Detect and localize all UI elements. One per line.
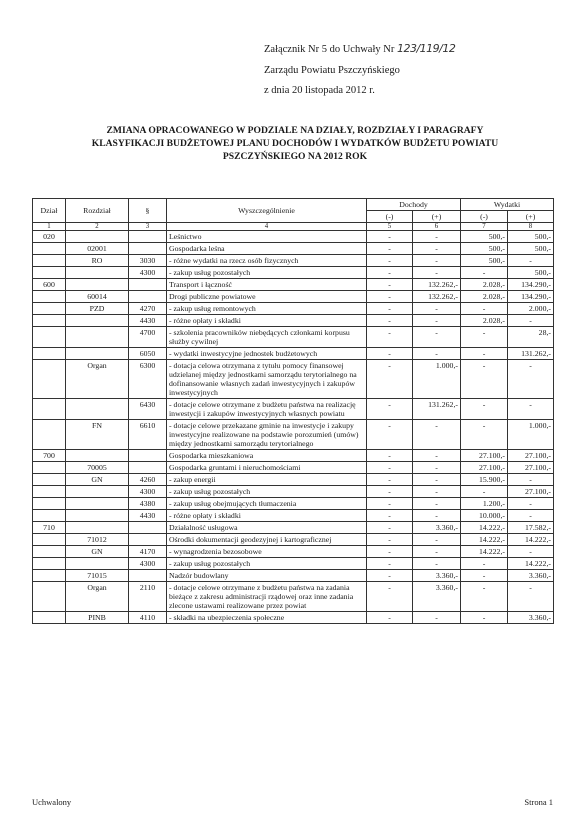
- cell-rozdzial: RO: [66, 255, 129, 267]
- cell-description: - zakup energii: [167, 474, 367, 486]
- cell-dochody-minus: -: [367, 279, 413, 291]
- cell-dzial: [33, 303, 66, 315]
- table-row: [33, 267, 554, 279]
- cell-dochody-plus: -: [413, 486, 461, 498]
- cell-paragraf: 4110: [129, 612, 167, 624]
- cell-wydatki-plus: 134.290,-: [508, 279, 554, 291]
- footer-status: Uchwalony: [32, 797, 72, 807]
- colnum: 5: [367, 223, 413, 231]
- cell-dochody-minus: -: [367, 255, 413, 267]
- cell-paragraf: 4170: [129, 546, 167, 558]
- cell-dzial: [33, 255, 66, 267]
- cell-dzial: 020: [33, 231, 66, 243]
- cell-dochody-plus: -: [413, 243, 461, 255]
- cell-wydatki-plus: -: [508, 582, 554, 612]
- table-row: [33, 570, 554, 582]
- cell-dochody-plus: -: [413, 420, 461, 450]
- cell-rozdzial: [66, 486, 129, 498]
- cell-dochody-minus: -: [367, 231, 413, 243]
- cell-wydatki-plus: -: [508, 360, 554, 399]
- table-row: [33, 243, 554, 255]
- cell-rozdzial: GN: [66, 474, 129, 486]
- cell-wydatki-minus: 15.900,-: [461, 474, 508, 486]
- cell-dochody-plus: -: [413, 255, 461, 267]
- cell-dochody-plus: -: [413, 315, 461, 327]
- cell-dochody-minus: -: [367, 360, 413, 399]
- cell-dochody-plus: -: [413, 558, 461, 570]
- cell-paragraf: [129, 279, 167, 291]
- cell-description: Gospodarka leśna: [167, 243, 367, 255]
- cell-wydatki-plus: 27.100,-: [508, 486, 554, 498]
- cell-wydatki-plus: 1.000,-: [508, 420, 554, 450]
- cell-dochody-plus: 132.262,-: [413, 291, 461, 303]
- cell-description: - wydatki inwestycyjne jednostek budżetowych: [167, 348, 367, 360]
- cell-dzial: [33, 243, 66, 255]
- table-row: [33, 231, 554, 243]
- cell-paragraf: 4700: [129, 327, 167, 348]
- table-row: [33, 534, 554, 546]
- col-header-dzial: Dział: [33, 199, 66, 223]
- cell-dochody-minus: -: [367, 558, 413, 570]
- cell-dochody-plus: -: [413, 546, 461, 558]
- cell-dochody-minus: -: [367, 582, 413, 612]
- cell-rozdzial: Organ: [66, 360, 129, 399]
- cell-description: Drogi publiczne powiatowe: [167, 291, 367, 303]
- cell-wydatki-plus: 17.582,-: [508, 522, 554, 534]
- cell-wydatki-plus: 131.262,-: [508, 348, 554, 360]
- cell-wydatki-plus: -: [508, 255, 554, 267]
- cell-wydatki-minus: -: [461, 360, 508, 399]
- cell-paragraf: 4260: [129, 474, 167, 486]
- cell-dzial: 600: [33, 279, 66, 291]
- table-row: [33, 486, 554, 498]
- cell-dzial: [33, 420, 66, 450]
- colnum: 6: [413, 223, 461, 231]
- cell-rozdzial: 71012: [66, 534, 129, 546]
- title-line-3: PSZCZYŃSKIEGO NA 2012 ROK: [222, 151, 368, 162]
- cell-dochody-minus: -: [367, 420, 413, 450]
- cell-wydatki-minus: 14.222,-: [461, 522, 508, 534]
- cell-dzial: [33, 462, 66, 474]
- cell-paragraf: 2110: [129, 582, 167, 612]
- cell-dochody-minus: -: [367, 303, 413, 315]
- cell-wydatki-minus: 500,-: [461, 255, 508, 267]
- table-row: [33, 582, 554, 612]
- col-header-wyszczegolnienie: Wyszczególnienie: [167, 199, 367, 223]
- cell-dochody-plus: -: [413, 534, 461, 546]
- table-row: [33, 612, 554, 624]
- col-header-wydatki-minus: (-): [461, 211, 508, 223]
- cell-wydatki-plus: 134.290,-: [508, 291, 554, 303]
- cell-dochody-plus: 1.000,-: [413, 360, 461, 399]
- cell-dzial: [33, 327, 66, 348]
- cell-dochody-plus: -: [413, 267, 461, 279]
- cell-dzial: [33, 291, 66, 303]
- cell-wydatki-minus: 14.222,-: [461, 546, 508, 558]
- cell-paragraf: 6050: [129, 348, 167, 360]
- cell-wydatki-minus: 10.000,-: [461, 510, 508, 522]
- cell-dochody-plus: -: [413, 231, 461, 243]
- title-line-2: KLASYFIKACJI BUDŻETOWEJ PLANU DOCHODÓW I WYDATKÓW BUDŻETU POWIATU: [91, 138, 499, 149]
- cell-dochody-minus: -: [367, 546, 413, 558]
- cell-description: - zakup usług obejmujących tłumaczenia: [167, 498, 367, 510]
- cell-wydatki-plus: 14.222,-: [508, 534, 554, 546]
- cell-dochody-plus: -: [413, 348, 461, 360]
- table-row: [33, 546, 554, 558]
- cell-rozdzial: GN: [66, 546, 129, 558]
- cell-wydatki-plus: -: [508, 498, 554, 510]
- cell-rozdzial: [66, 510, 129, 522]
- table-row: [33, 360, 554, 399]
- col-header-paragraf: §: [129, 199, 167, 223]
- document-title: [40, 124, 550, 163]
- cell-dochody-minus: -: [367, 450, 413, 462]
- cell-dochody-minus: -: [367, 612, 413, 624]
- column-number-row: [33, 223, 554, 231]
- cell-description: - dotacje celowe otrzymane z budżetu państwa na realizację inwestycji i zakupów inwestycyjnych własnych powiatu: [167, 399, 367, 420]
- cell-wydatki-plus: 28,-: [508, 327, 554, 348]
- cell-wydatki-minus: 1.200,-: [461, 498, 508, 510]
- cell-dochody-minus: -: [367, 291, 413, 303]
- cell-description: Nadzór budowlany: [167, 570, 367, 582]
- cell-rozdzial: 60014: [66, 291, 129, 303]
- budget-table: [32, 198, 554, 624]
- cell-dochody-plus: -: [413, 474, 461, 486]
- cell-paragraf: 6300: [129, 360, 167, 399]
- cell-rozdzial: [66, 498, 129, 510]
- cell-paragraf: 4430: [129, 315, 167, 327]
- cell-rozdzial: 70005: [66, 462, 129, 474]
- cell-description: Ośrodki dokumentacji geodezyjnej i kartograficznej: [167, 534, 367, 546]
- col-header-wydatki: Wydatki: [461, 199, 554, 211]
- cell-description: - zakup usług pozostałych: [167, 558, 367, 570]
- table-row: [33, 498, 554, 510]
- cell-dzial: [33, 474, 66, 486]
- cell-wydatki-minus: -: [461, 582, 508, 612]
- cell-paragraf: [129, 570, 167, 582]
- header-line-2: Zarządu Powiatu Pszczyńskiego: [264, 65, 400, 76]
- cell-description: Transport i łączność: [167, 279, 367, 291]
- cell-rozdzial: [66, 231, 129, 243]
- cell-dochody-plus: 3.360,-: [413, 582, 461, 612]
- cell-dochody-plus: -: [413, 612, 461, 624]
- cell-rozdzial: PZD: [66, 303, 129, 315]
- cell-description: - różne opłaty i składki: [167, 315, 367, 327]
- cell-paragraf: [129, 462, 167, 474]
- cell-wydatki-plus: -: [508, 315, 554, 327]
- col-header-rozdzial: Rozdział: [66, 199, 129, 223]
- header-resolution-label: Załącznik Nr 5 do Uchwały Nr: [264, 44, 395, 55]
- cell-dzial: [33, 582, 66, 612]
- cell-paragraf: [129, 450, 167, 462]
- cell-wydatki-minus: -: [461, 420, 508, 450]
- cell-rozdzial: [66, 558, 129, 570]
- colnum: 2: [66, 223, 129, 231]
- footer-page-number: Strona 1: [524, 797, 553, 807]
- colnum: 4: [167, 223, 367, 231]
- header-line-1: [264, 43, 455, 56]
- cell-rozdzial: [66, 327, 129, 348]
- cell-rozdzial: [66, 279, 129, 291]
- cell-dzial: 710: [33, 522, 66, 534]
- cell-wydatki-minus: 14.222,-: [461, 534, 508, 546]
- cell-description: - różne opłaty i składki: [167, 510, 367, 522]
- cell-wydatki-minus: 500,-: [461, 231, 508, 243]
- cell-description: - składki na ubezpieczenia społeczne: [167, 612, 367, 624]
- table-row: [33, 474, 554, 486]
- col-header-dochody-minus: (-): [367, 211, 413, 223]
- cell-wydatki-plus: -: [508, 546, 554, 558]
- cell-paragraf: [129, 243, 167, 255]
- table-row: [33, 510, 554, 522]
- colnum: 7: [461, 223, 508, 231]
- cell-dzial: [33, 558, 66, 570]
- table-row: [33, 291, 554, 303]
- cell-rozdzial: [66, 399, 129, 420]
- cell-paragraf: [129, 231, 167, 243]
- cell-dochody-minus: -: [367, 315, 413, 327]
- colnum: 3: [129, 223, 167, 231]
- cell-wydatki-plus: 500,-: [508, 267, 554, 279]
- cell-wydatki-minus: -: [461, 486, 508, 498]
- cell-dzial: [33, 612, 66, 624]
- cell-dochody-plus: -: [413, 462, 461, 474]
- cell-dzial: [33, 534, 66, 546]
- cell-wydatki-plus: 500,-: [508, 243, 554, 255]
- cell-paragraf: 4430: [129, 510, 167, 522]
- cell-description: - szkolenia pracowników niebędących członkami korpusu służby cywilnej: [167, 327, 367, 348]
- cell-dochody-plus: -: [413, 327, 461, 348]
- cell-dzial: [33, 546, 66, 558]
- cell-paragraf: 4300: [129, 267, 167, 279]
- cell-description: - dotacja celowa otrzymana z tytułu pomocy finansowej udzielanej między jednostkami samorządu terytorialnego na dofinansowanie własnych zadań inwestycyjnych i zakupów inwestycyjnych: [167, 360, 367, 399]
- cell-wydatki-plus: 2.000,-: [508, 303, 554, 315]
- table-row: [33, 558, 554, 570]
- cell-dochody-minus: -: [367, 348, 413, 360]
- cell-wydatki-plus: 14.222,-: [508, 558, 554, 570]
- cell-dochody-plus: 3.360,-: [413, 570, 461, 582]
- cell-wydatki-plus: 500,-: [508, 231, 554, 243]
- table-row: [33, 327, 554, 348]
- cell-rozdzial: [66, 348, 129, 360]
- col-header-dochody: Dochody: [367, 199, 461, 211]
- cell-description: Gospodarka gruntami i nieruchomościami: [167, 462, 367, 474]
- cell-wydatki-minus: -: [461, 267, 508, 279]
- cell-dzial: [33, 360, 66, 399]
- cell-description: Leśnictwo: [167, 231, 367, 243]
- cell-rozdzial: Organ: [66, 582, 129, 612]
- cell-description: - zakup usług remontowych: [167, 303, 367, 315]
- cell-paragraf: 4300: [129, 486, 167, 498]
- cell-wydatki-plus: 27.100,-: [508, 462, 554, 474]
- cell-rozdzial: PINB: [66, 612, 129, 624]
- table-row: [33, 450, 554, 462]
- cell-dochody-minus: -: [367, 570, 413, 582]
- cell-dzial: [33, 498, 66, 510]
- cell-dochody-plus: -: [413, 450, 461, 462]
- cell-dochody-plus: 131.262,-: [413, 399, 461, 420]
- colnum: 8: [508, 223, 554, 231]
- cell-wydatki-plus: 3.360,-: [508, 612, 554, 624]
- cell-wydatki-plus: -: [508, 510, 554, 522]
- cell-description: - zakup usług pozostałych: [167, 267, 367, 279]
- cell-description: - wynagrodzenia bezosobowe: [167, 546, 367, 558]
- cell-dochody-minus: -: [367, 498, 413, 510]
- cell-dochody-plus: -: [413, 303, 461, 315]
- cell-wydatki-plus: 3.360,-: [508, 570, 554, 582]
- cell-wydatki-minus: -: [461, 558, 508, 570]
- col-header-wydatki-plus: (+): [508, 211, 554, 223]
- cell-description: - dotacje celowe przekazane gminie na inwestycje i zakupy inwestycyjne realizowane na podstawie porozumień (umów) między jednostkami samorządu terytorialnego: [167, 420, 367, 450]
- cell-dzial: [33, 399, 66, 420]
- cell-rozdzial: [66, 450, 129, 462]
- cell-paragraf: [129, 522, 167, 534]
- cell-rozdzial: FN: [66, 420, 129, 450]
- cell-rozdzial: [66, 522, 129, 534]
- cell-dochody-minus: -: [367, 534, 413, 546]
- cell-dochody-plus: 3.360,-: [413, 522, 461, 534]
- cell-rozdzial: [66, 315, 129, 327]
- table-row: [33, 462, 554, 474]
- cell-dzial: 700: [33, 450, 66, 462]
- cell-wydatki-minus: 2.028,-: [461, 279, 508, 291]
- cell-paragraf: 4300: [129, 558, 167, 570]
- cell-dochody-minus: -: [367, 522, 413, 534]
- table-row: [33, 279, 554, 291]
- cell-dochody-minus: -: [367, 486, 413, 498]
- cell-paragraf: 4270: [129, 303, 167, 315]
- cell-dochody-minus: -: [367, 327, 413, 348]
- cell-wydatki-plus: -: [508, 399, 554, 420]
- cell-wydatki-minus: -: [461, 303, 508, 315]
- cell-paragraf: 3030: [129, 255, 167, 267]
- cell-dzial: [33, 486, 66, 498]
- cell-paragraf: 6610: [129, 420, 167, 450]
- table-row: [33, 420, 554, 450]
- table-row: [33, 255, 554, 267]
- cell-wydatki-minus: -: [461, 612, 508, 624]
- cell-dzial: [33, 570, 66, 582]
- cell-dochody-plus: -: [413, 510, 461, 522]
- cell-wydatki-plus: 27.100,-: [508, 450, 554, 462]
- cell-rozdzial: [66, 267, 129, 279]
- cell-wydatki-minus: 2.028,-: [461, 291, 508, 303]
- title-line-1: ZMIANA OPRACOWANEGO W PODZIALE NA DZIAŁY, ROZDZIAŁY I PARAGRAFY: [106, 125, 484, 136]
- cell-dochody-minus: -: [367, 399, 413, 420]
- cell-rozdzial: 71015: [66, 570, 129, 582]
- cell-dochody-plus: 132.262,-: [413, 279, 461, 291]
- table-row: [33, 303, 554, 315]
- cell-description: Działalność usługowa: [167, 522, 367, 534]
- cell-dzial: [33, 348, 66, 360]
- cell-dochody-minus: -: [367, 474, 413, 486]
- cell-wydatki-minus: 2.028,-: [461, 315, 508, 327]
- table-row: [33, 522, 554, 534]
- cell-wydatki-minus: 27.100,-: [461, 462, 508, 474]
- handwritten-resolution-number: 123/119/12: [396, 42, 456, 55]
- cell-dochody-minus: -: [367, 462, 413, 474]
- cell-description: - różne wydatki na rzecz osób fizycznych: [167, 255, 367, 267]
- header-line-3: z dnia 20 listopada 2012 r.: [264, 85, 375, 96]
- cell-wydatki-minus: 500,-: [461, 243, 508, 255]
- table-header-row-1: [33, 199, 554, 211]
- table-row: [33, 399, 554, 420]
- colnum: 1: [33, 223, 66, 231]
- cell-description: - dotacje celowe otrzymane z budżetu państwa na zadania bieżące z zakresu administracji rządowej oraz inne zadania zlecone ustawami realizowane przez powiat: [167, 582, 367, 612]
- cell-paragraf: [129, 534, 167, 546]
- cell-wydatki-minus: 27.100,-: [461, 450, 508, 462]
- table-row: [33, 348, 554, 360]
- cell-wydatki-minus: -: [461, 327, 508, 348]
- cell-description: - zakup usług pozostałych: [167, 486, 367, 498]
- cell-dzial: [33, 267, 66, 279]
- cell-dochody-plus: -: [413, 498, 461, 510]
- cell-dochody-minus: -: [367, 510, 413, 522]
- cell-rozdzial: 02001: [66, 243, 129, 255]
- cell-paragraf: 6430: [129, 399, 167, 420]
- cell-wydatki-minus: -: [461, 348, 508, 360]
- cell-wydatki-minus: -: [461, 399, 508, 420]
- col-header-dochody-plus: (+): [413, 211, 461, 223]
- cell-wydatki-minus: -: [461, 570, 508, 582]
- cell-paragraf: [129, 291, 167, 303]
- cell-description: Gospodarka mieszkaniowa: [167, 450, 367, 462]
- cell-dochody-minus: -: [367, 267, 413, 279]
- cell-dzial: [33, 315, 66, 327]
- cell-dochody-minus: -: [367, 243, 413, 255]
- cell-paragraf: 4380: [129, 498, 167, 510]
- cell-wydatki-plus: -: [508, 474, 554, 486]
- cell-dzial: [33, 510, 66, 522]
- table-row: [33, 315, 554, 327]
